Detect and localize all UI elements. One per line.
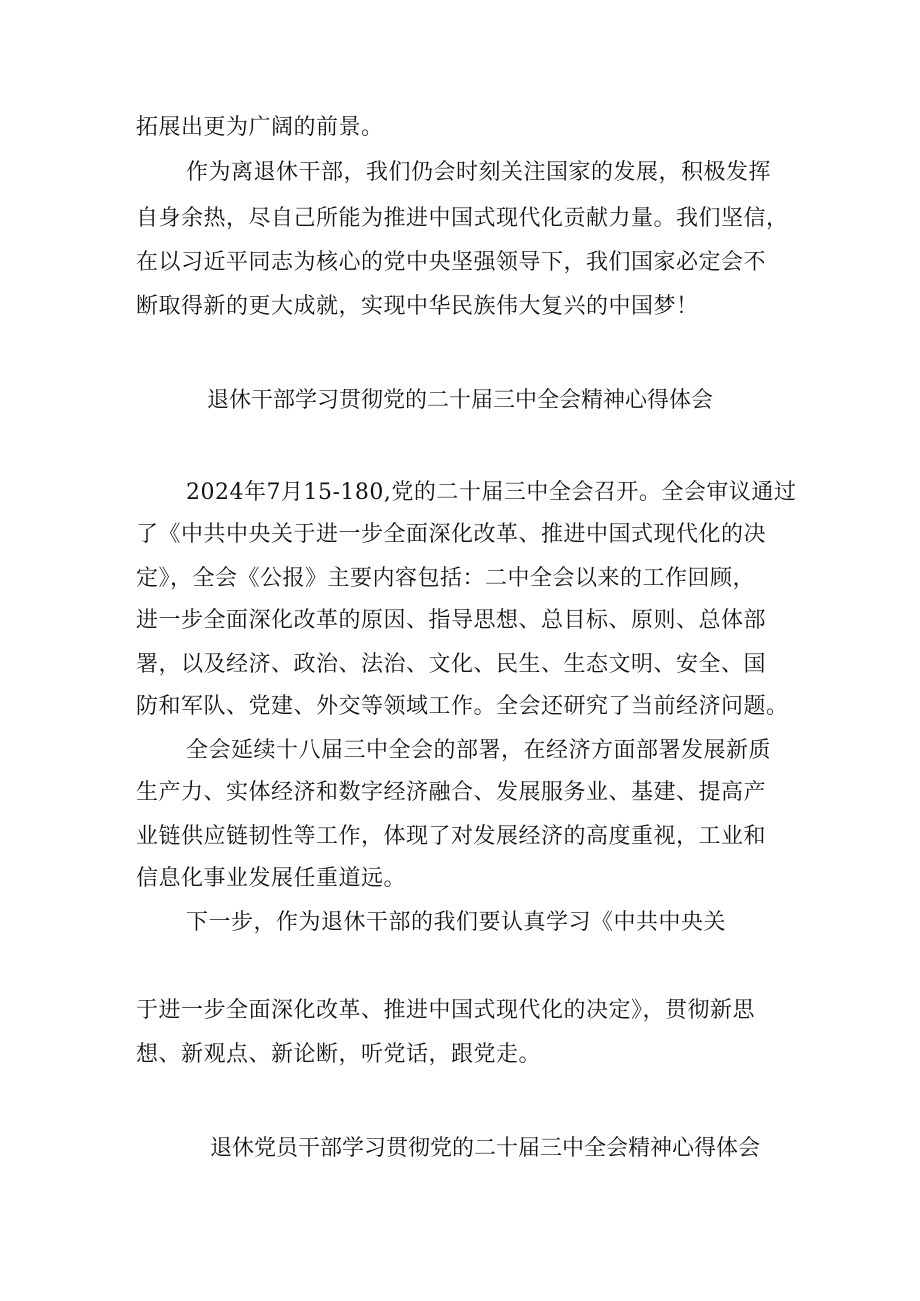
paragraph-line: 署，以及经济、政治、法治、文化、民生、生态文明、安全、国	[136, 652, 767, 677]
paragraph-line: 定》，全会《公报》主要内容包括：二中全会以来的工作回顾，	[136, 566, 756, 591]
paragraph-line: 生产力、实体经济和数字经济融合、发展服务业、基建、提高产	[136, 780, 767, 805]
paragraph-line: 下一步，作为退休干部的我们要认真学习《中共中央关	[186, 910, 727, 935]
section-title: 退休干部学习贯彻党的二十届三中全会精神心得体会	[206, 388, 713, 413]
paragraph-line: 在以习近平同志为核心的党中央坚强领导下，我们国家必定会不	[136, 250, 767, 275]
paragraph-line: 业链供应链韧性等工作，体现了对发展经济的高度重视，工业和	[136, 824, 767, 849]
paragraph-line: 拓展出更为广阔的前景。	[136, 115, 384, 140]
paragraph-line: 2024年7月15-180,党的二十届三中全会召开。全会审议通过	[186, 480, 797, 505]
paragraph-line: 断取得新的更大成就，实现中华民族伟大复兴的中国梦！	[136, 294, 699, 319]
paragraph-line: 自身余热，尽自己所能为推进中国式现代化贡献力量。我们坚信，	[136, 206, 789, 231]
paragraph-line: 想、新观点、新论断，听党话，跟党走。	[136, 1042, 542, 1067]
paragraph-line: 信息化事业发展任重道远。	[136, 866, 407, 891]
paragraph-line: 作为离退休干部，我们仍会时刻关注国家的发展，积极发挥	[186, 160, 772, 185]
paragraph-line: 全会延续十八届三中全会的部署，在经济方面部署发展新质	[186, 738, 772, 763]
paragraph-line: 防和军队、党建、外交等领域工作。全会还研究了当前经济问题。	[136, 694, 789, 719]
paragraph-line: 于进一步全面深化改革、推进中国式现代化的决定》，贯彻新思	[136, 998, 756, 1023]
paragraph-line: 进一步全面深化改革的原因、指导思想、总目标、原则、总体部	[136, 608, 767, 633]
paragraph-line: 了《中共中央关于进一步全面深化改革、推进中国式现代化的决	[136, 522, 767, 547]
section-title: 退休党员干部学习贯彻党的二十届三中全会精神心得体会	[209, 1136, 760, 1161]
